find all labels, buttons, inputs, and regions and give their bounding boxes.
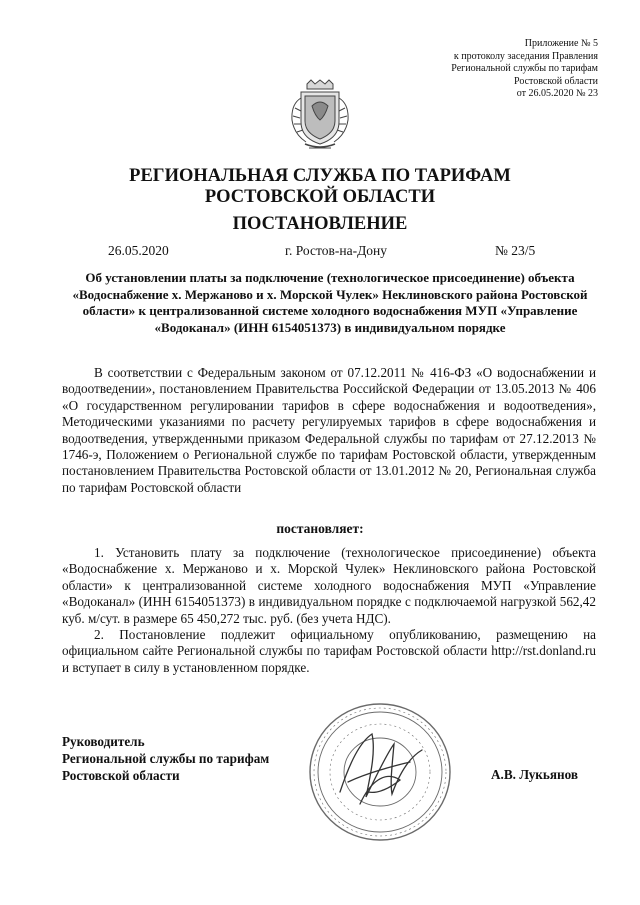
document-type: ПОСТАНОВЛЕНИЕ xyxy=(232,214,408,234)
authority-name xyxy=(0,166,640,208)
clause-1: 1. Установить плату за подключение (технологическое присоединение) объекта «Водоснабжение х. Мержаново и х. Морской Чулек» Неклиновского района Ростовской области» к централизованной системе холодного водоснабжения МУП «Управление «Водоканал» (ИНН 6154051373) в индивидуальном порядке с подключаемой нагрузкой 562,42 куб. м/сут. в размере 65 450,272 тыс. руб. (без учета НДС). xyxy=(62,545,596,626)
appendix-note xyxy=(451,38,598,101)
signer-title xyxy=(62,733,269,784)
appendix-line: к протоколу заседания Правления xyxy=(453,50,598,62)
handwritten-signature-icon xyxy=(330,722,430,812)
coat-of-arms-icon xyxy=(287,78,353,152)
appendix-line: Приложение № 5 xyxy=(524,38,598,49)
signer-title-line: Региональной службы по тарифам xyxy=(62,751,270,766)
document-place: г. Ростов-на-Дону xyxy=(285,243,388,258)
appendix-line: Ростовской области xyxy=(514,75,598,87)
preamble-paragraph: В соответствии с Федеральным законом от 07.12.2011 № 416-ФЗ «О водоснабжении и водоотведении», постановлением Правительства Российской Федерации от 13.05.2013 № 406 «О государственном регулировании тарифов в сфере водоснабжения и водоотведения», Методическими указаниями по расчету регулируемых тарифов в сфере водоснабжения и водоотведения, утвержденными приказом Федеральной службы по тарифам от 27.12.2013 № 1746-э, Положением о Региональной службе по тарифам Ростовской области, утвержденным постановлением Правительства Ростовской области от 13.01.2012 № 20, Региональная служба по тарифам Ростовской области xyxy=(62,365,596,495)
signer-title-line: Ростовской области xyxy=(62,768,180,783)
signer-title-line: Руководитель xyxy=(62,734,145,749)
document-date: 26.05.2020 xyxy=(108,243,169,258)
authority-line: РЕГИОНАЛЬНАЯ СЛУЖБА ПО ТАРИФАМ xyxy=(129,166,511,186)
appendix-line: Региональной службы по тарифам xyxy=(451,63,598,74)
signer-name: А.В. Лукьянов xyxy=(491,767,578,782)
document-number: № 23/5 xyxy=(495,243,536,258)
decree-word: постановляет: xyxy=(276,521,364,536)
appendix-line: от 26.05.2020 № 23 xyxy=(516,88,598,99)
authority-line: РОСТОВСКОЙ ОБЛАСТИ xyxy=(204,187,436,207)
document-subject: Об установлении платы за подключение (технологическое присоединение) объекта «Водоснабжение х. Мержаново и х. Морской Чулек» Неклиновского района Ростовской области» к централизованной системе холодного водоснабжения МУП «Управление «Водоканал» (ИНН 6154051373) в индивидуальном порядке xyxy=(72,270,588,335)
clause-2: 2. Постановление подлежит официальному опубликованию, размещению на официальном сайте Региональной службы по тарифам Ростовской области http://rst.donland.ru и вступает в силу в установленном порядке. xyxy=(62,627,596,675)
